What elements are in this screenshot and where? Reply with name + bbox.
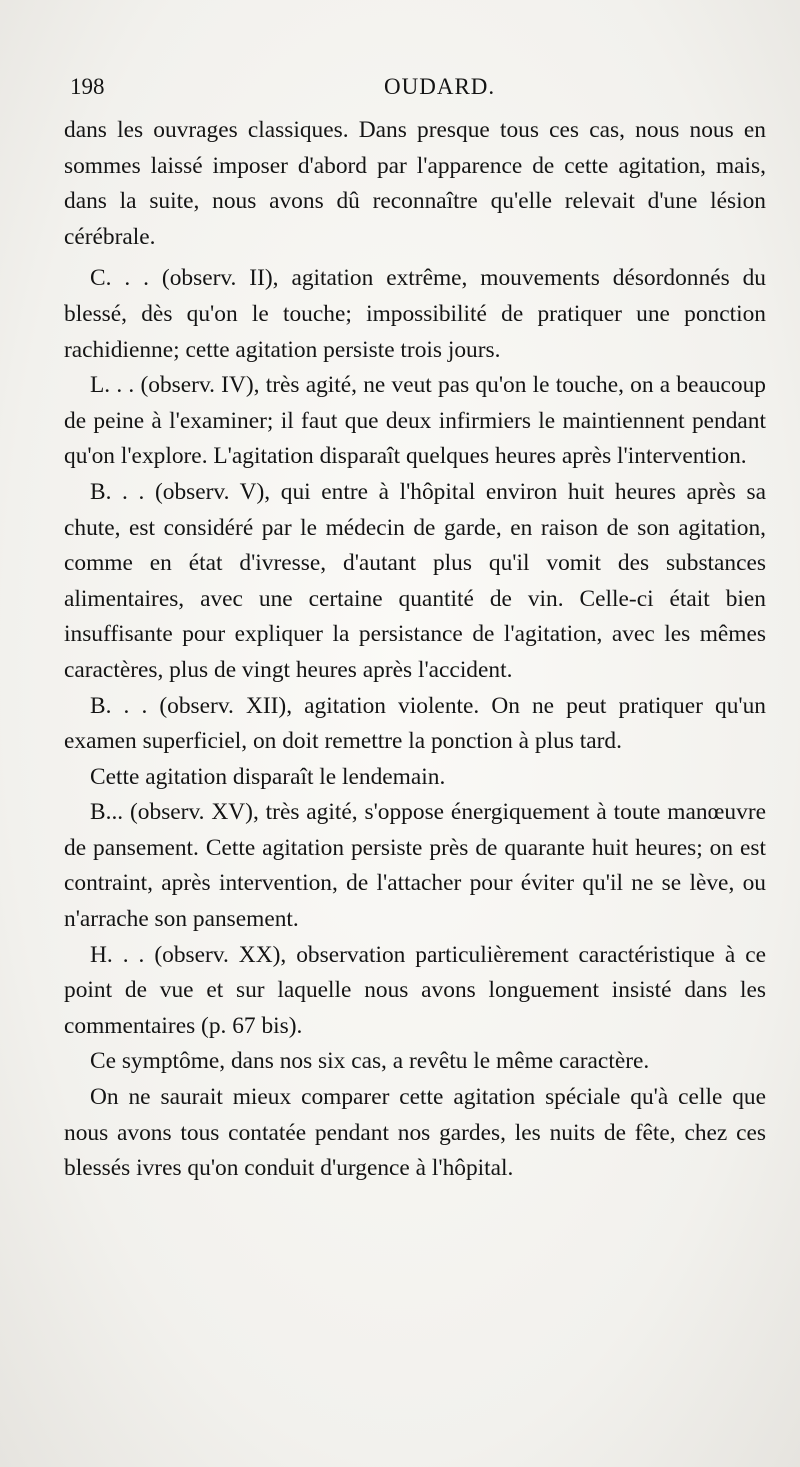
- paragraph-symptom: Ce symptôme, dans nos six cas, a revêtu le même caractère.: [90, 1048, 650, 1075]
- body-text: [64, 113, 766, 1187]
- paragraph-observ-iv: L. . . (observ. IV), très agité, ne veut pas qu'on le touche, on a beaucoup de peine à l'examiner; il faut que deux infirmiers le maintiennent pendant qu'on l'explore. L'agitation disparaît quelques heures après l'intervention.: [64, 372, 766, 470]
- paragraph-observ-xx: H. . . (observ. XX), observation particulièrement caractéristique à ce point de vue et sur laquelle nous avons longuement insisté dans les commentaires (p. 67 bis).: [64, 941, 766, 1039]
- paragraph-observ-ii: C. . . (observ. II), agitation extrême, mouvements désordonnés du blessé, dès qu'on le touche; impossibilité de pratiquer une ponction rachidienne; cette agitation persiste trois jours.: [64, 265, 766, 363]
- paragraph-comparison: On ne saurait mieux comparer cette agitation spéciale qu'à celle que nous avons tous contatée pendant nos gardes, les nuits de fête, chez ces blessés ivres qu'on conduit d'urgence à l'hôpital.: [64, 1084, 766, 1182]
- page-number: 198: [70, 74, 105, 99]
- paragraph-agitation-disappears: Cette agitation disparaît le lendemain.: [90, 763, 446, 790]
- paragraph-observ-xv: B... (observ. XV), très agité, s'oppose énergiquement à toute manœuvre de pansement. Cette agitation persiste près de quarante huit heures; on est contraint, après intervention, de l'attacher pour éviter qu'il ne se lève, ou n'arrache son pansement.: [64, 799, 766, 933]
- running-head: OUDARD.: [384, 74, 496, 99]
- page-header: [70, 74, 730, 104]
- paragraph-intro: dans les ouvrages classiques. Dans presque tous ces cas, nous nous en sommes laissé imposer d'abord par l'apparence de cette agitation, mais, dans la suite, nous avons dû reconnaître qu'elle relevait d'une lésion cérébrale.: [64, 117, 766, 250]
- paragraph-observ-v: B. . . (observ. V), qui entre à l'hôpital environ huit heures après sa chute, est considéré par le médecin de garde, en raison de son agitation, comme en état d'ivresse, d'autant plus qu'il vomit des substances alimentaires, avec une certaine quantité de vin. Celle-ci était bien insuffisante pour expliquer la persistance de l'agitation, avec les mêmes caractères, plus de vingt heures après l'accident.: [64, 478, 766, 683]
- paragraph-observ-xii: B. . . (observ. XII), agitation violente. On ne peut pratiquer qu'un examen superficiel, on doit remettre la ponction à plus tard.: [64, 692, 766, 755]
